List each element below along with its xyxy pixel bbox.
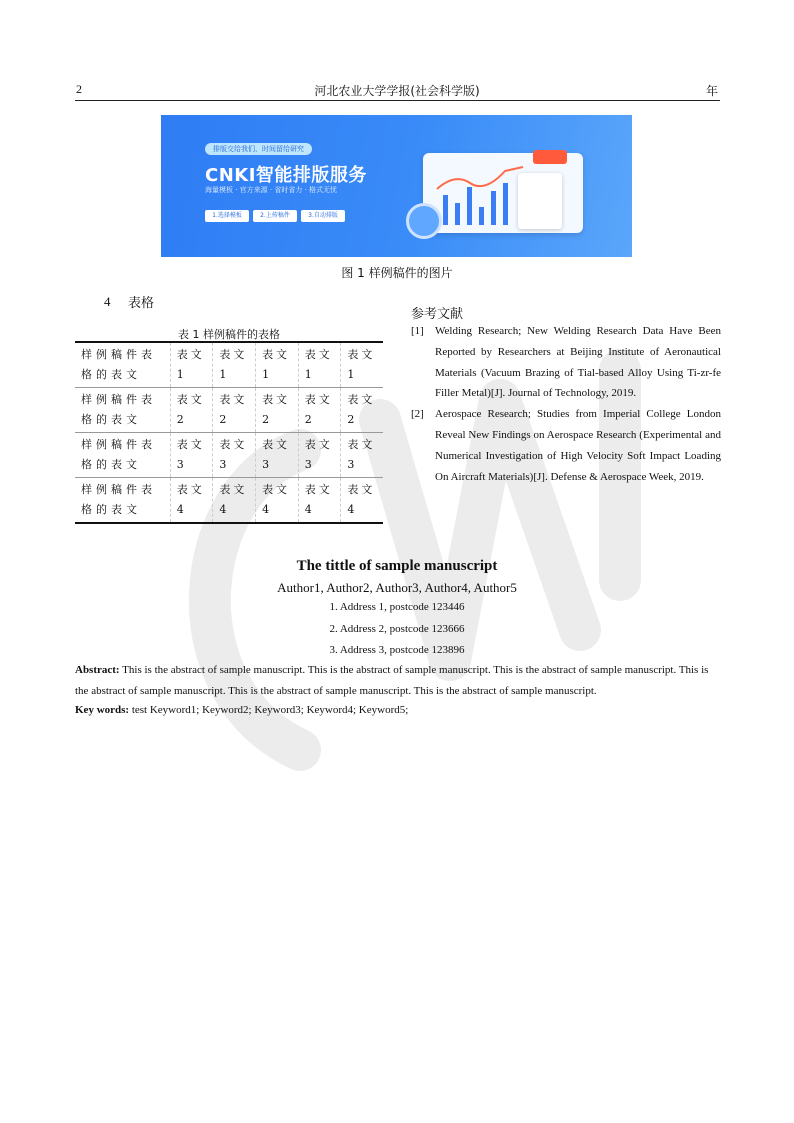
table-caption: 表 1 样例稿件的表格 — [178, 328, 280, 341]
address-line: 2. Address 2, postcode 123666 — [329, 623, 465, 635]
table-cell: 表文1 — [341, 342, 383, 388]
abstract — [75, 660, 721, 702]
table-cell: 表文4 — [256, 478, 299, 524]
banner-step-3: 3.自动排版 — [301, 210, 345, 222]
table-cell: 表文1 — [256, 342, 299, 388]
address-line: 3. Address 3, postcode 123896 — [329, 644, 465, 656]
section-number: 4 — [104, 294, 111, 309]
table-cell: 表文4 — [341, 478, 383, 524]
keywords-label: Key words: — [75, 704, 130, 716]
table-cell: 表文3 — [213, 433, 256, 478]
abstract-text: This is the abstract of sample manuscript. This is the abstract of sample manuscript. This is the abstract of sample manuscript. This is the abstract of sample manuscript. This is the abstract of sample manuscript. This is the abstract of sample manuscript. — [75, 664, 709, 697]
abstract-label: Abstract: — [75, 664, 120, 676]
table-cell: 样例稿件表格的表文 — [75, 388, 170, 433]
banner-tag: 排版交给我们，时间留给研究 — [205, 143, 312, 155]
table-cell: 表文2 — [170, 388, 213, 433]
banner-card-illustration — [518, 173, 562, 229]
sample-table — [75, 341, 383, 524]
header-rule — [75, 100, 720, 101]
banner-title: CNKI智能排版服务 — [205, 165, 367, 186]
english-authors: Author1, Author2, Author3, Author4, Author5 — [277, 580, 517, 595]
banner-step-1: 1.选择模板 — [205, 210, 249, 222]
figure-caption: 图 1 样例稿件的图片 — [341, 266, 453, 280]
address-line: 1. Address 1, postcode 123446 — [329, 601, 465, 613]
references-list — [411, 321, 721, 487]
table-cell: 表文3 — [170, 433, 213, 478]
figure-image-banner — [161, 115, 632, 257]
table-cell: 表文2 — [341, 388, 383, 433]
reference-item — [411, 321, 721, 404]
table-cell: 表文2 — [298, 388, 341, 433]
journal-year: 年 — [705, 84, 718, 98]
table-cell: 样例稿件表格的表文 — [75, 342, 170, 388]
table-cell: 表文1 — [213, 342, 256, 388]
table-cell: 表文3 — [298, 433, 341, 478]
table-cell: 表文4 — [213, 478, 256, 524]
reference-index: [2] — [411, 408, 424, 421]
reference-text: Aerospace Research; Studies from Imperial College London Reveal New Findings on Aerospace Research (Experimental and Numerical Investigation of High Velocity Soft Impact Loading On Aircraft Materials)[J]. Defense & Aerospace Week, 2019. — [435, 408, 721, 483]
table-row — [75, 342, 383, 388]
page-number: 2 — [76, 82, 82, 96]
section-title: 表格 — [128, 296, 155, 311]
references-heading: 参考文献 — [411, 307, 464, 322]
table-cell: 表文2 — [213, 388, 256, 433]
table-cell: 表文1 — [298, 342, 341, 388]
table-row — [75, 478, 383, 524]
banner-badge-illustration — [533, 150, 567, 164]
table-row — [75, 388, 383, 433]
keywords-text: test Keyword1; Keyword2; Keyword3; Keyword4; Keyword5; — [131, 704, 409, 716]
reference-text: Welding Research; New Welding Research Data Have Been Reported by Researchers at Beijing Institute of Aeronautical Materials (Vacuum Brazing of Tial-based Alloy Using Ti-zr-fe Filler Metal)[J]. Journal of Technology, 2019. — [435, 325, 721, 400]
english-title: The tittle of sample manuscript — [296, 558, 498, 574]
banner-step-2: 2.上传稿件 — [253, 210, 297, 222]
keywords — [75, 704, 721, 716]
table-cell: 样例稿件表格的表文 — [75, 433, 170, 478]
table-cell: 表文4 — [170, 478, 213, 524]
table-cell: 表文4 — [298, 478, 341, 524]
banner-subtitle: 海量模板 · 官方来源 · 省时省力 · 格式无忧 — [205, 186, 338, 194]
table-cell: 表文3 — [256, 433, 299, 478]
journal-name: 河北农业大学学报(社会科学版) — [314, 84, 480, 98]
table-cell: 表文2 — [256, 388, 299, 433]
table-cell: 表文3 — [341, 433, 383, 478]
table-cell: 表文1 — [170, 342, 213, 388]
reference-index: [1] — [411, 325, 424, 337]
table-row — [75, 433, 383, 478]
reference-item — [411, 404, 721, 487]
shield-icon — [406, 203, 442, 239]
table-cell: 样例稿件表格的表文 — [81, 483, 156, 516]
